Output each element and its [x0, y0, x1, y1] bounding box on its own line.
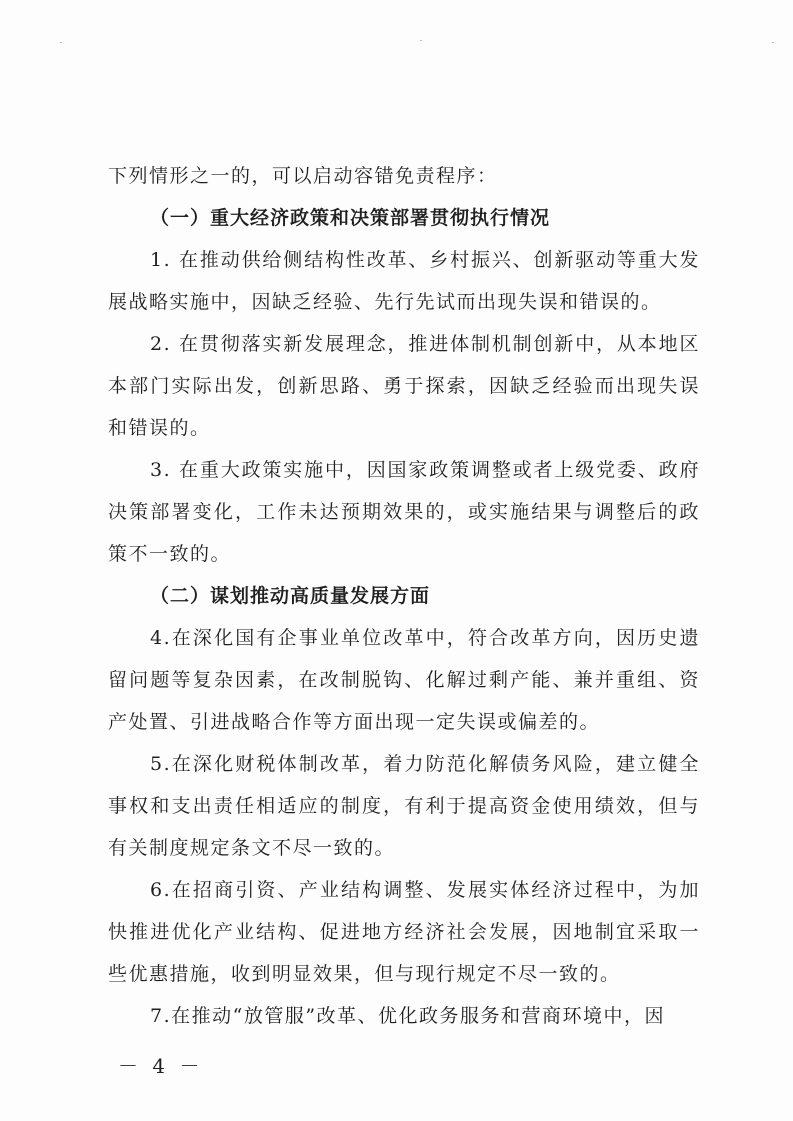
scan-speck [420, 40, 422, 41]
list-item: 7.在推动“放管服”改革、优化政务服务和营商环境中，因 [150, 1005, 666, 1027]
list-item: 5.在深化财税体制改革，着力防范化解债务风险，建立健全事权和支出责任相适应的制度，有利于提高资金使用绩效，但与有关制度规定条文不尽一致的。 [108, 753, 700, 859]
scan-speck [772, 42, 774, 43]
page-number: － 4 － [118, 1054, 204, 1078]
list-item: 6.在招商引资、产业结构调整、发展实体经济过程中，为加快推进优化产业结构、促进地方经济社会发展，因地制宜采取一些优惠措施，收到明显效果，但与现行规定不尽一致的。 [108, 879, 700, 985]
document-body [108, 155, 700, 1037]
intro-paragraph: 下列情形之一的，可以启动容错免责程序： [108, 165, 498, 187]
list-item: 2. 在贯彻落实新发展理念，推进体制机制创新中，从本地区本部门实际出发，创新思路、勇于探索，因缺乏经验而出现失误和错误的。 [108, 333, 700, 439]
list-item: 3. 在重大政策实施中，因国家政策调整或者上级党委、政府决策部署变化，工作未达预期效果的，或实施结果与调整后的政策不一致的。 [108, 459, 700, 565]
section-2-heading: （二）谋划推动高质量发展方面 [150, 585, 431, 607]
list-item: 1. 在推动供给侧结构性改革、乡村振兴、创新驱动等重大发展战略实施中，因缺乏经验、先行先试而出现失误和错误的。 [108, 249, 700, 313]
list-item: 4.在深化国有企事业单位改革中，符合改革方向，因历史遗留问题等复杂因素，在改制脱钩、化解过剩产能、兼并重组、资产处置、引进战略合作等方面出现一定失误或偏差的。 [108, 627, 700, 733]
scan-speck [60, 42, 62, 43]
section-1-heading: （一）重大经济政策和决策部署贯彻执行情况 [150, 207, 551, 229]
